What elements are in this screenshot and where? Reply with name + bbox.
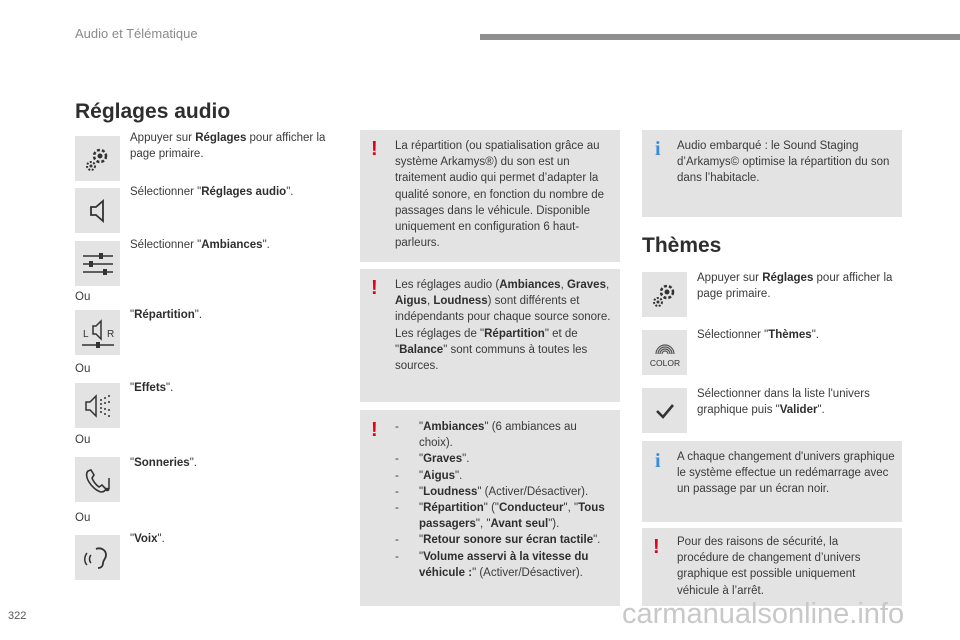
note-warning-repartition bbox=[360, 130, 620, 262]
audio-step4-text: "Répartition". bbox=[130, 309, 203, 321]
checkmark-icon bbox=[653, 399, 677, 423]
ringtone-phone-icon bbox=[82, 464, 114, 496]
list-item: - "Volume asservi à la vitesse du véhicule :" (Activer/Désactiver). bbox=[395, 550, 589, 579]
ou-label-2: Ou bbox=[75, 363, 91, 375]
color-icon-box[interactable] bbox=[642, 330, 687, 375]
themes-settings-icon-box[interactable] bbox=[642, 272, 687, 317]
speaker-icon bbox=[84, 197, 112, 225]
audio-step1-text: Appuyer sur Réglages pour afficher la page primaire. bbox=[130, 132, 326, 160]
note-warning-settings bbox=[360, 269, 620, 402]
themes-step3-text: Sélectionner dans la liste l'univers graphique puis "Valider". bbox=[697, 388, 870, 416]
note-info-themes bbox=[642, 441, 902, 522]
speaker-icon-box[interactable] bbox=[75, 188, 120, 233]
lr-left-label: L bbox=[82, 328, 89, 340]
list-item: - "Aigus". bbox=[395, 469, 463, 482]
note-warning-themes bbox=[642, 528, 902, 606]
warning-mark-icon: ! bbox=[653, 536, 660, 558]
themes-step2-text: Sélectionner "Thèmes". bbox=[697, 329, 819, 341]
settings-gears-icon bbox=[83, 144, 113, 174]
voix-icon-box[interactable] bbox=[75, 535, 120, 580]
section-title-themes: Thèmes bbox=[642, 234, 722, 257]
themes-step1-text: Appuyer sur Réglages pour afficher la page primaire. bbox=[697, 272, 893, 300]
repartition-icon-box[interactable] bbox=[75, 310, 120, 355]
ambiances-icon-box[interactable] bbox=[75, 241, 120, 286]
watermark: carmanualsonline.info bbox=[622, 598, 905, 630]
warning-mark-icon: ! bbox=[371, 419, 378, 441]
color-theme-icon bbox=[645, 334, 685, 372]
audio-step7-text: "Voix". bbox=[130, 533, 165, 545]
note-info-arkamys bbox=[642, 130, 902, 217]
lr-right-label: R bbox=[106, 328, 114, 340]
header-bar bbox=[480, 34, 960, 40]
audio-step5-text: "Effets". bbox=[130, 382, 174, 394]
voice-icon bbox=[82, 543, 114, 573]
info-mark-icon: i bbox=[655, 450, 661, 472]
note-warning-themes-text: Pour des raisons de sécurité, la procédure de changement d’univers graphique est possible uniquement véhicule à l’arrêt. bbox=[677, 536, 861, 597]
list-item: - "Loudness" (Activer/Désactiver). bbox=[395, 485, 589, 498]
note-warning-settings-text: Les réglages audio (Ambiances, Graves, Aigus, Loudness) sont différents et indépendants pour chaque source sonore. Les réglages de "Répartition" et de "Balance" sont communs à toutes les sources. bbox=[395, 279, 611, 373]
section-title-audio: Réglages audio bbox=[75, 100, 231, 123]
ou-label-3: Ou bbox=[75, 434, 91, 446]
note-info-themes-text: A chaque changement d'univers graphique le système effectue un redémarrage avec un passage par un écran noir. bbox=[677, 451, 895, 496]
page-number: 322 bbox=[8, 610, 27, 622]
audio-step3-text: Sélectionner "Ambiances". bbox=[130, 239, 270, 251]
settings-gears-icon bbox=[650, 280, 680, 310]
note-warning-repartition-text: La répartition (ou spatialisation grâce au système Arkamys®) du son est un traitement audio qui permet d’adapter la qualité sonore, en fonction du nombre de passages dans le véhicule. Disponible uniquement en configuration 6 haut-parleurs. bbox=[395, 140, 605, 250]
list-item: - "Ambiances" (6 ambiances au choix). bbox=[395, 421, 577, 450]
note-warning-list bbox=[360, 410, 620, 606]
settings-icon-box[interactable] bbox=[75, 136, 120, 181]
warning-mark-icon: ! bbox=[371, 277, 378, 299]
note-info-arkamys-text: Audio embarqué : le Sound Staging d’Arkamys© optimise la répartition du son dans l’habitacle. bbox=[677, 140, 890, 185]
warning-mark-icon: ! bbox=[371, 138, 378, 160]
sonneries-icon-box[interactable] bbox=[75, 457, 120, 502]
list-item: - "Graves". bbox=[395, 453, 470, 466]
audio-step2-text: Sélectionner "Réglages audio". bbox=[130, 186, 294, 198]
equalizer-sliders-icon bbox=[81, 250, 115, 278]
audio-step6-text: "Sonneries". bbox=[130, 457, 197, 469]
list-item: - "Retour sonore sur écran tactile". bbox=[395, 534, 601, 547]
validate-icon-box[interactable] bbox=[642, 388, 687, 433]
audio-options-list bbox=[395, 419, 613, 581]
header-title: Audio et Télématique bbox=[75, 26, 198, 41]
ou-label-4: Ou bbox=[75, 512, 91, 524]
sound-effects-icon bbox=[82, 392, 114, 420]
effets-icon-box[interactable] bbox=[75, 383, 120, 428]
info-mark-icon: i bbox=[655, 138, 661, 160]
ou-label-1: Ou bbox=[75, 291, 91, 303]
repartition-lr-icon bbox=[80, 316, 116, 350]
color-label: COLOR bbox=[649, 357, 680, 368]
list-item: - "Répartition" ("Conducteur", "Tous passagers", "Avant seul"). bbox=[395, 502, 605, 531]
